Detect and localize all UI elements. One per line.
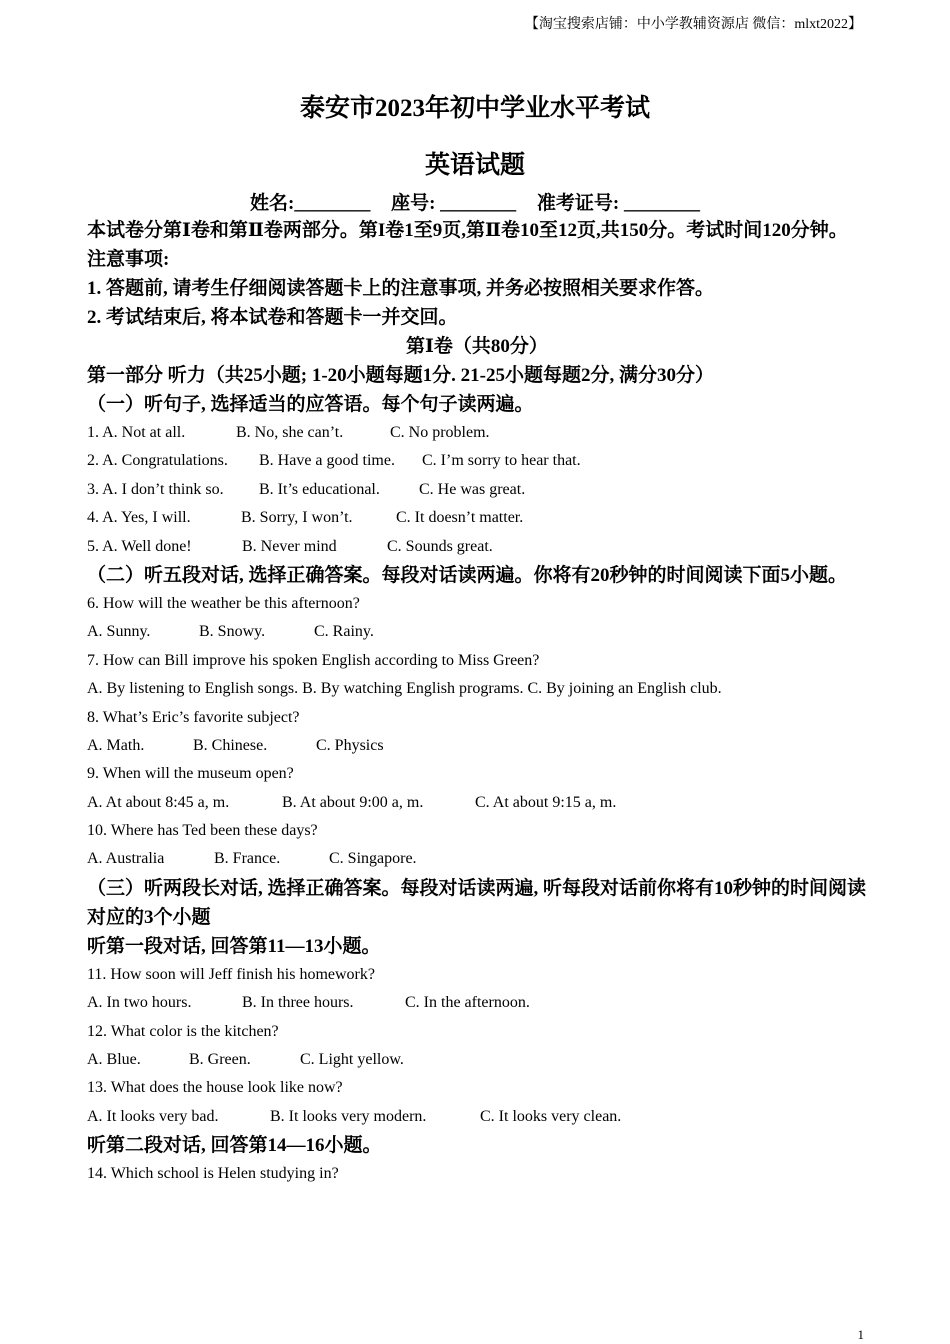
- question-stem: 11. How soon will Jeff finish his homework?: [87, 965, 375, 983]
- option-b: B. It’s educational.: [259, 480, 380, 498]
- option-c: C. No problem.: [390, 424, 490, 441]
- options-row: [87, 675, 867, 703]
- part1-title: 第一部分 听力（共25小题; 1-20小题每题1分. 21-25小题每题2分, 满分30分）: [87, 365, 714, 386]
- option-c: C. It doesn’t matter.: [396, 509, 524, 527]
- question-stem: 14. Which school is Helen studying in?: [87, 1165, 339, 1183]
- option-a: A. Australia: [87, 850, 165, 868]
- option-b: B. Sorry, I won’t.: [241, 509, 353, 527]
- option-a: 5. A. Well done!: [87, 537, 192, 555]
- question-stem: 6. How will the weather be this afternoon?: [87, 594, 360, 612]
- option-c: C. In the afternoon.: [405, 994, 530, 1012]
- notice-title: 注意事项:: [87, 249, 170, 270]
- option-a: 3. A. I don’t think so.: [87, 480, 224, 498]
- question-row: [87, 419, 867, 447]
- option-c: C. I’m sorry to hear that.: [422, 452, 581, 470]
- option-c: C. He was great.: [419, 480, 526, 498]
- question-stem: 7. How can Bill improve his spoken English according to Miss Green?: [87, 651, 540, 669]
- header-note: 【淘宝搜索店铺：中小学教辅资源店 微信：mlxt2022】: [524, 17, 862, 32]
- option-a: A. Math.: [87, 736, 145, 754]
- options-row: [87, 845, 867, 873]
- options-row: [87, 1103, 867, 1131]
- section3-title: （三）听两段长对话, 选择正确答案。每段对话读两遍, 听每段对话前你将有10秒钟的时间阅读对应的3个小题: [87, 877, 867, 928]
- exam-content: [87, 216, 867, 1189]
- option-b: B. Snowy.: [199, 623, 266, 641]
- question-stem: 12. What color is the kitchen?: [87, 1022, 279, 1040]
- options-row: [87, 989, 867, 1017]
- options-row: [87, 1046, 867, 1074]
- option-c: C. Sounds great.: [387, 537, 493, 555]
- intro-text: 本试卷分第Ⅰ卷和第Ⅱ卷两部分。第I卷1至9页,第Ⅱ卷10至12页,共150分。考试时间120分钟。: [87, 220, 848, 241]
- option-a: A. At about 8:45 a, m.: [87, 793, 230, 811]
- option-b: B. In three hours.: [242, 994, 354, 1012]
- candidate-fields: [0, 188, 950, 215]
- name-field: 姓名:________: [250, 193, 371, 214]
- question-row: [87, 533, 867, 561]
- notice-2: 2. 考试结束后, 将本试卷和答题卡一并交回。: [87, 307, 458, 328]
- question-stem: 13. What does the house look like now?: [87, 1079, 343, 1097]
- question-stem: 9. When will the museum open?: [87, 765, 294, 783]
- page-number: 1: [857, 1327, 864, 1342]
- exam-subtitle: 英语试题: [424, 152, 525, 179]
- option-b: B. By watching English programs.: [302, 680, 524, 698]
- option-c: C. Singapore.: [329, 850, 417, 868]
- question-stem: 8. What’s Eric’s favorite subject?: [87, 708, 300, 726]
- notice-1: 1. 答题前, 请考生仔细阅读答题卡上的注意事项, 并务必按照相关要求作答。: [87, 278, 715, 299]
- section1-title: （一）听句子, 选择适当的应答语。每个句子读两遍。: [87, 394, 534, 415]
- option-a: A. In two hours.: [87, 994, 192, 1012]
- question-row: [87, 476, 867, 504]
- ticket-field: 准考证号: ________: [536, 193, 700, 214]
- option-c: C. Rainy.: [314, 623, 374, 641]
- options-row: [87, 789, 867, 817]
- dialog1-title: 听第一段对话, 回答第11—13小题。: [87, 935, 381, 957]
- option-a: A. It looks very bad.: [87, 1107, 219, 1125]
- option-b: B. At about 9:00 a, m.: [282, 793, 424, 811]
- volume-title: 第Ⅰ卷（共80分）: [406, 336, 548, 357]
- option-b: B. Have a good time.: [259, 452, 395, 470]
- option-a: A. By listening to English songs.: [87, 680, 299, 698]
- question-stem: 10. Where has Ted been these days?: [87, 822, 318, 840]
- option-a: A. Blue.: [87, 1051, 141, 1069]
- option-a: A. Sunny.: [87, 623, 151, 641]
- option-a: 2. A. Congratulations.: [87, 452, 228, 470]
- option-b: B. Never mind: [242, 537, 337, 555]
- question-row: [87, 447, 867, 475]
- option-c: C. At about 9:15 a, m.: [475, 793, 617, 811]
- option-b: B. France.: [214, 850, 281, 868]
- option-c: C. Light yellow.: [300, 1051, 404, 1069]
- option-c: C. By joining an English club.: [527, 680, 722, 698]
- question-row: [87, 504, 867, 532]
- option-b: B. It looks very modern.: [270, 1107, 427, 1125]
- options-row: [87, 732, 867, 760]
- option-b: B. Chinese.: [193, 736, 268, 754]
- dialog2-title: 听第二段对话, 回答第14—16小题。: [87, 1135, 382, 1157]
- option-a: 4. A. Yes, I will.: [87, 509, 191, 527]
- option-b: B. Green.: [189, 1051, 251, 1069]
- options-row: [87, 618, 867, 646]
- option-c: C. Physics: [316, 736, 384, 754]
- option-a: 1. A. Not at all.: [87, 424, 186, 441]
- exam-title: 泰安市2023年初中学业水平考试: [299, 95, 650, 122]
- option-b: B. No, she can’t.: [236, 424, 344, 441]
- option-c: C. It looks very clean.: [480, 1107, 622, 1125]
- seat-field: 座号: ________: [391, 193, 517, 214]
- section2-title: （二）听五段对话, 选择正确答案。每段对话读两遍。你将有20秒钟的时间阅读下面5小题。: [87, 564, 848, 586]
